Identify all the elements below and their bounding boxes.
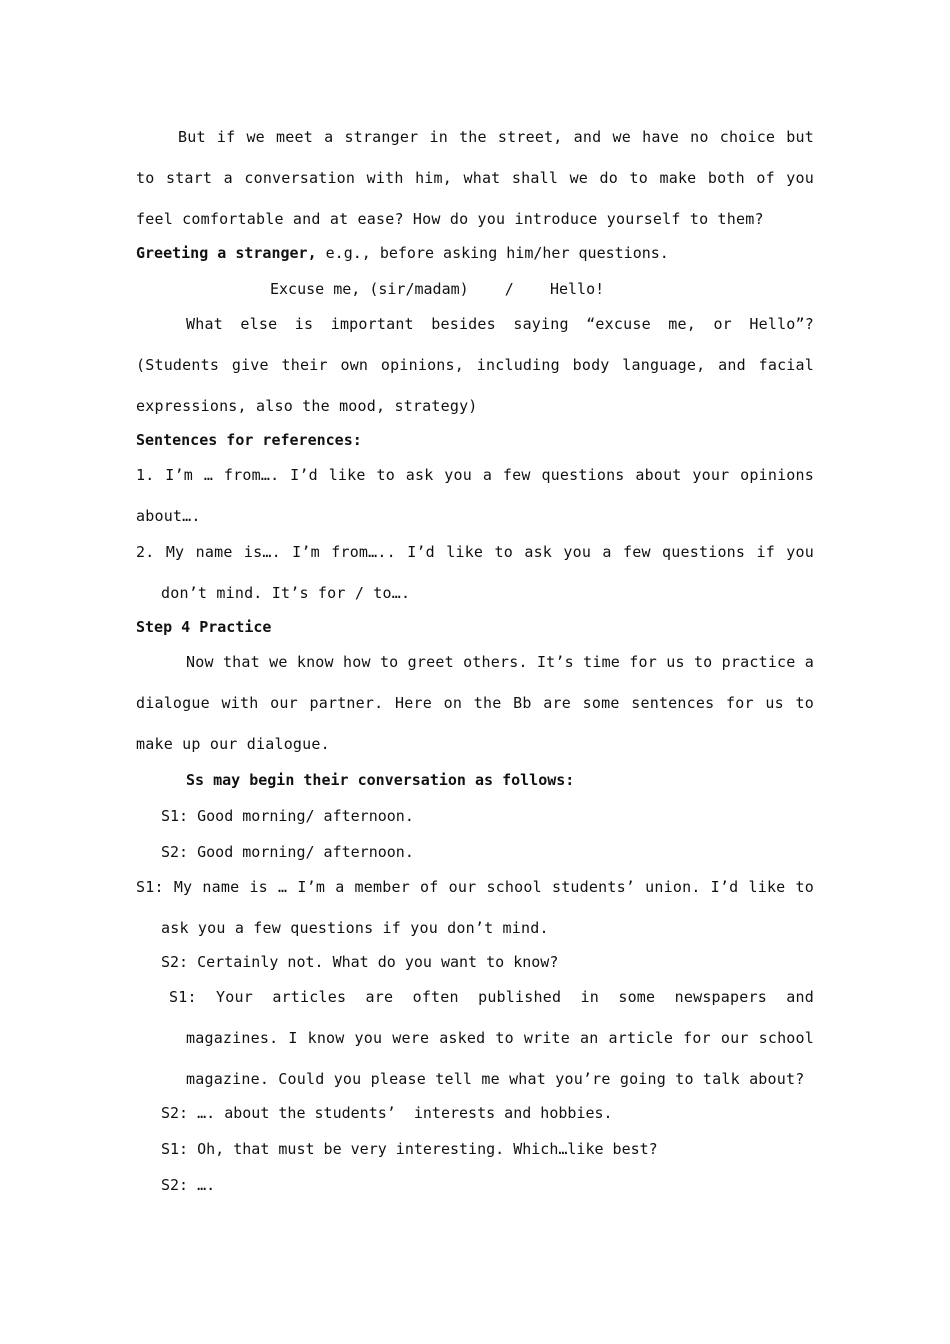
reference-item-2: 2. My name is…. I’m from….. I’d like to ask you a few questions if you don’t mind. It’s for / to…. [136, 543, 814, 602]
dialogue-line-3: S1: My name is … I’m a member of our school students’ union. I’d like to ask you a few questions if you don’t mind. [136, 878, 814, 937]
dialogue-line-5: S1: Your articles are often published in some newspapers and magazines. I know you were asked to write an article for our school magazine. Could you please tell me what you’re going to talk about? [169, 988, 814, 1088]
dialogue-line-4: S2: Certainly not. What do you want to know? [161, 953, 559, 971]
document-page [136, 120, 814, 1203]
greeting-heading: Greeting a stranger, [136, 244, 317, 262]
practice-paragraph: Now that we know how to greet others. It’s time for us to practice a dialogue with our partner. Here on the Bb are some sentences for us to make up our dialogue. [136, 653, 814, 753]
intro-paragraph: But if we meet a stranger in the street, and we have no choice but to start a conversation with him, what shall we do to make both of you feel comfortable and at ease? How do you introduce yourself to them? [136, 128, 814, 228]
question-paragraph: What else is important besides saying “excuse me, or Hello”? (Students give their own opinions, including body language, and facial expressions, also the mood, strategy) [136, 315, 814, 415]
greeting-line [136, 235, 814, 271]
dialogue-line-2: S2: Good morning/ afternoon. [161, 843, 414, 861]
reference-item-1: 1. I’m … from…. I’d like to ask you a few questions about your opinions about…. [136, 466, 814, 525]
greeting-rest: e.g., before asking him/her questions. [316, 244, 669, 262]
dialogue-line-8: S2: …. [161, 1176, 216, 1194]
dialogue-line-6: S2: …. about the students’ interests and hobbies. [161, 1104, 613, 1122]
example-phrase: Excuse me, (sir/madam) / Hello! [270, 280, 605, 298]
conversation-intro: Ss may begin their conversation as follows: [186, 771, 575, 789]
step-heading: Step 4 Practice [136, 618, 272, 636]
dialogue-line-1: S1: Good morning/ afternoon. [161, 807, 414, 825]
dialogue-line-7: S1: Oh, that must be very interesting. Which…like best? [161, 1140, 658, 1158]
references-heading: Sentences for references: [136, 431, 362, 449]
